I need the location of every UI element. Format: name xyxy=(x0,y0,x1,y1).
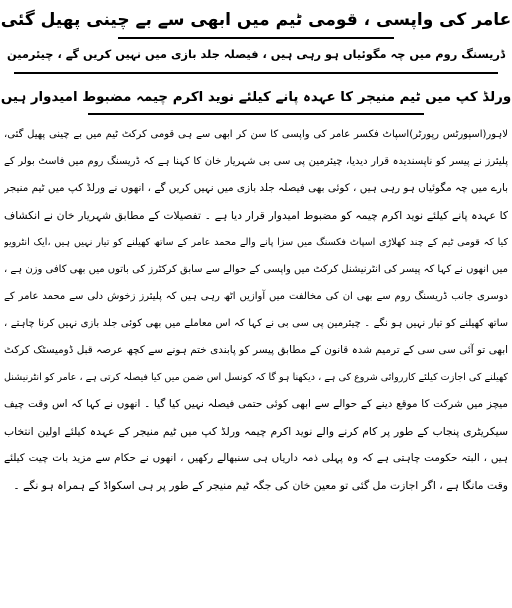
article-line: ابھی تو آئی سی سی کے ترمیم شدہ قانون کے مطابق پیسر کو پابندی ختم ہونے سے کچھ عرصہ قبل ڈومیسٹک کرکٹ xyxy=(4,344,508,356)
subheadline-2: ورلڈ کپ میں ٹیم منیجر کا عہدہ پانے کیلئے نوید اکرم چیمہ مضبوط امیدوار ہیں xyxy=(0,90,512,105)
article-line: دوسری جانب ڈریسنگ روم سے بھی ان کی مخالفت میں آوازیں اٹھ رہی ہیں کہ پلیئرز زخوش دلی سے محمد عامر کے xyxy=(4,291,508,302)
article-line: کا عہدہ پانے کیلئے نوید اکرم چیمہ کو مضبوط امیدوار قرار دیا ہے ۔ تفصیلات کے مطابق شہریار خان نے انکشاف xyxy=(4,209,508,222)
article-line: پلیئرز نے پیسر کو ناپسندیدہ قرار دیدیا، چیئرمین پی سی بی شہریار خان کا کہنا ہے کہ ڈریسنگ روم میں فاسٹ بولر کے xyxy=(4,156,508,167)
article-line: سیکریٹری پنجاب کے طور پر کام کرنے والے نوید اکرم چیمہ ورلڈ کپ میں ٹیم منیجر کے عہدہ کیلئے اولین انتخاب xyxy=(4,425,508,438)
article-line: بارے میں چہ مگوئیاں ہو رہی ہیں ، کوئی بھی فیصلہ جلد بازی میں نہیں کریں گے ، انھوں نے ورلڈ کپ میں ٹیم منیجر xyxy=(4,182,508,194)
article-line: میں انھوں نے کہا کہ پیسر کی انٹرنیشنل کرکٹ میں واپسی کے حوالے سے سابق کرکٹرز کی باتوں میں بھی کافی وزن ہے ، xyxy=(4,264,508,275)
article-line: ہیں ، البتہ حکومت چاہتی ہے کہ وہ پہلی ذمہ داریاں ہی سنبھالے رکھیں ، انھوں نے حکام سے مزید بات چیت کیلئے xyxy=(4,452,508,464)
article-line: کیا کہ قومی ٹیم کے چند کھلاڑی اسپاٹ فکسنگ میں سزا پانے والے محمد عامر کے ساتھ کھیلنے کو تیار نہیں ہیں ،ایک انٹرویو xyxy=(4,237,508,248)
article-line: ساتھ کھیلنے کو تیار نہیں ہو نگے ۔ چیئرمین پی سی بی نے کہا کہ اس معاملے میں بھی کوئی جلد بازی نہیں کرنا چاہتے ، xyxy=(4,318,508,329)
article-line: میچز میں شرکت کا موقع دینے کے حوالے سے ابھی کوئی حتمی فیصلہ نہیں کیا گیا ۔ انھوں نے کہا کہ اس وقت چیف xyxy=(4,398,508,410)
main-headline-underline xyxy=(118,37,394,39)
article-body xyxy=(4,121,508,605)
article-line: وقت مانگا ہے ، اگر اجازت مل گئی تو معین خان کی جگہ ٹیم منیجر کے طور پر ہی اسکواڈ کے ہمراہ ہو نگے ۔ xyxy=(13,479,508,492)
subheadline-1-underline xyxy=(14,72,498,74)
article-line: کھیلنے کی اجازت کیلئے کارروائی شروع کی ہے ، دیکھنا ہو گا کہ کونسل اس ضمن میں کیا فیصلہ کرتی ہے ، عامر کو انٹرنیشنل xyxy=(4,372,508,383)
article-line: لاہور(اسپورٹس رپورٹر)اسپاٹ فکسر عامر کی واپسی کا سن کر ابھی سے ہی قومی کرکٹ ٹیم میں بے چینی پھیل گئی، xyxy=(4,129,508,140)
main-headline: عامر کی واپسی ، قومی ٹیم میں ابھی سے بے چینی پھیل گئی xyxy=(0,10,512,30)
subheadline-1: ڈریسنگ روم میں چہ مگوئیاں ہو رہی ہیں ، فیصلہ جلد بازی میں نہیں کریں گے ، چیئرمین xyxy=(6,47,506,61)
subheadline-2-underline xyxy=(88,113,424,115)
